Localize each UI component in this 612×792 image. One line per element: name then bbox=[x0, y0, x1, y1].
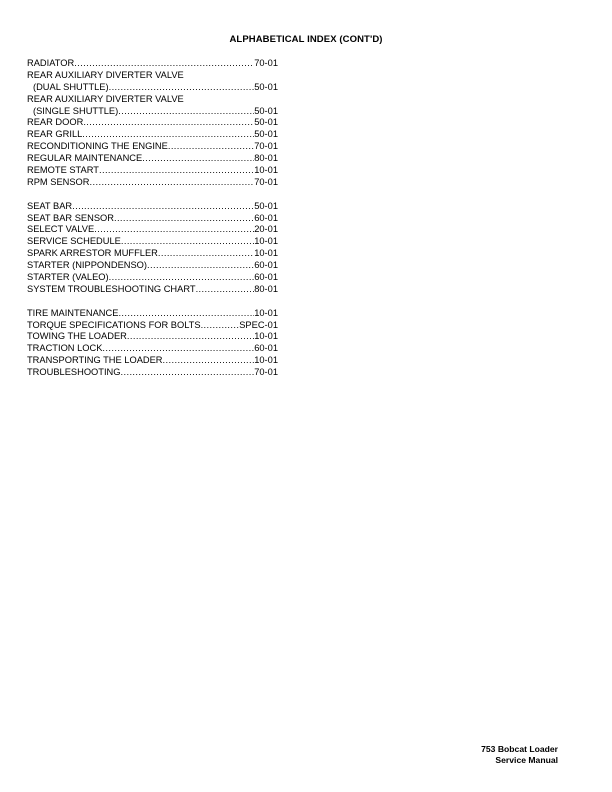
dot-leader bbox=[94, 224, 254, 236]
dot-leader bbox=[168, 141, 254, 153]
index-entry-page: 50-01 bbox=[254, 129, 278, 140]
dot-leader bbox=[147, 260, 254, 272]
index-group bbox=[27, 201, 278, 296]
index-entry[interactable] bbox=[27, 248, 278, 260]
dot-leader bbox=[82, 129, 254, 141]
dot-leader bbox=[127, 331, 254, 343]
index-entry-page: 80-01 bbox=[254, 153, 278, 164]
index-entry-page: 10-01 bbox=[254, 236, 278, 247]
index-entry[interactable] bbox=[27, 177, 278, 189]
dot-leader bbox=[99, 165, 254, 177]
index-entry[interactable] bbox=[27, 284, 278, 296]
index-entry-page: 60-01 bbox=[254, 272, 278, 283]
index-entry-page: 10-01 bbox=[254, 165, 278, 176]
index-entry-text: SYSTEM TROUBLESHOOTING CHART bbox=[27, 283, 196, 294]
index-entry-page: 80-01 bbox=[254, 283, 278, 294]
dot-leader bbox=[118, 106, 254, 118]
index-entry-text: REGULAR MAINTENANCE bbox=[27, 153, 143, 164]
index-entry-text: TOWING THE LOADER bbox=[27, 331, 127, 342]
dot-leader bbox=[118, 308, 254, 320]
page-title: ALPHABETICAL INDEX (CONT'D) bbox=[229, 34, 383, 45]
footer-manual: Service Manual bbox=[495, 754, 558, 765]
dot-leader bbox=[109, 82, 255, 94]
dot-leader bbox=[74, 58, 254, 70]
index-entry-text: SPARK ARRESTOR MUFFLER bbox=[27, 248, 158, 259]
index-entry-page: 50-01 bbox=[254, 105, 278, 116]
index-group bbox=[27, 308, 278, 379]
index-entry-page: 70-01 bbox=[254, 176, 278, 187]
index-entry-text: REMOTE START bbox=[27, 165, 99, 176]
index-entry-page: 70-01 bbox=[254, 141, 278, 152]
dot-leader bbox=[163, 355, 255, 367]
index-entry[interactable] bbox=[27, 331, 278, 343]
index-entry[interactable] bbox=[27, 224, 278, 236]
index-entry-page: SPEC-01 bbox=[239, 319, 278, 330]
index-entry-page: 10-01 bbox=[254, 307, 278, 318]
index-entry-text: RADIATOR bbox=[27, 58, 75, 68]
index-entry-text: STARTER (VALEO) bbox=[27, 272, 109, 283]
dot-leader bbox=[109, 272, 255, 284]
dot-leader bbox=[142, 153, 254, 165]
index-entry-text: SEAT BAR bbox=[27, 200, 73, 211]
dot-leader bbox=[121, 236, 254, 248]
alphabetical-index bbox=[27, 58, 278, 379]
index-entry[interactable] bbox=[27, 201, 278, 213]
index-entry[interactable] bbox=[27, 58, 278, 70]
index-group bbox=[27, 58, 278, 189]
index-entry-page: 60-01 bbox=[254, 260, 278, 271]
index-entry-text: TRANSPORTING THE LOADER bbox=[27, 355, 163, 366]
dot-leader bbox=[83, 117, 254, 129]
footer-model: 753 Bobcat Loader bbox=[481, 744, 558, 754]
index-entry-page: 10-01 bbox=[254, 331, 278, 342]
index-entry-page: 20-01 bbox=[254, 224, 278, 235]
index-entry-page: 60-01 bbox=[254, 343, 278, 354]
index-entry[interactable] bbox=[27, 320, 278, 332]
index-entry[interactable] bbox=[27, 260, 278, 272]
index-entry[interactable] bbox=[27, 106, 278, 118]
index-entry-text: (SINGLE SHUTTLE) bbox=[33, 105, 119, 116]
dot-leader bbox=[121, 367, 255, 379]
index-entry-page: 50-01 bbox=[254, 117, 278, 128]
index-entry[interactable] bbox=[27, 141, 278, 153]
index-entry-text: SERVICE SCHEDULE bbox=[27, 236, 121, 247]
index-entry[interactable] bbox=[27, 153, 278, 165]
index-entry-text: SEAT BAR SENSOR bbox=[27, 212, 114, 223]
index-entry-text: REAR DOOR bbox=[27, 117, 84, 128]
dot-leader bbox=[90, 177, 255, 189]
dot-leader bbox=[114, 213, 254, 225]
index-entry[interactable] bbox=[27, 272, 278, 284]
index-entry[interactable] bbox=[27, 129, 278, 141]
index-entry[interactable] bbox=[27, 213, 278, 225]
footer bbox=[481, 744, 558, 766]
index-entry-page: 50-01 bbox=[254, 81, 278, 92]
index-entry[interactable] bbox=[27, 117, 278, 129]
index-entry-text: TIRE MAINTENANCE bbox=[27, 307, 119, 318]
index-entry-text: REAR GRILL bbox=[27, 129, 83, 140]
index-entry-page: 10-01 bbox=[254, 248, 278, 259]
index-entry[interactable] bbox=[27, 165, 278, 177]
index-entry[interactable] bbox=[27, 367, 278, 379]
index-entry-text: RECONDITIONING THE ENGINE bbox=[27, 141, 168, 152]
dot-leader bbox=[158, 248, 254, 260]
index-entry[interactable] bbox=[27, 82, 278, 94]
index-entry-page: 70-01 bbox=[254, 58, 278, 68]
index-entry-text: (DUAL SHUTTLE) bbox=[33, 81, 109, 92]
index-entry-page: 70-01 bbox=[254, 367, 278, 378]
index-entry[interactable] bbox=[27, 355, 278, 367]
index-entry-page: 10-01 bbox=[254, 355, 278, 366]
dot-leader bbox=[102, 343, 254, 355]
index-entry-text: REAR AUXILIARY DIVERTER VALVE bbox=[27, 93, 184, 104]
index-entry-text: REAR AUXILIARY DIVERTER VALVE bbox=[27, 69, 184, 80]
index-entry-text: RPM SENSOR bbox=[27, 176, 90, 187]
index-entry-text: TORQUE SPECIFICATIONS FOR BOLTS bbox=[27, 319, 201, 330]
index-entry-text: STARTER (NIPPONDENSO) bbox=[27, 260, 148, 271]
dot-leader bbox=[201, 320, 240, 332]
index-entry[interactable] bbox=[27, 343, 278, 355]
dot-leader bbox=[72, 201, 254, 213]
dot-leader bbox=[196, 284, 255, 296]
index-entry[interactable] bbox=[27, 308, 278, 320]
index-entry-page: 50-01 bbox=[254, 200, 278, 211]
index-entry-text: SELECT VALVE bbox=[27, 224, 95, 235]
index-entry-page: 60-01 bbox=[254, 212, 278, 223]
index-entry-text: TROUBLESHOOTING bbox=[27, 367, 121, 378]
index-entry-text: TRACTION LOCK bbox=[27, 343, 103, 354]
index-entry[interactable] bbox=[27, 236, 278, 248]
